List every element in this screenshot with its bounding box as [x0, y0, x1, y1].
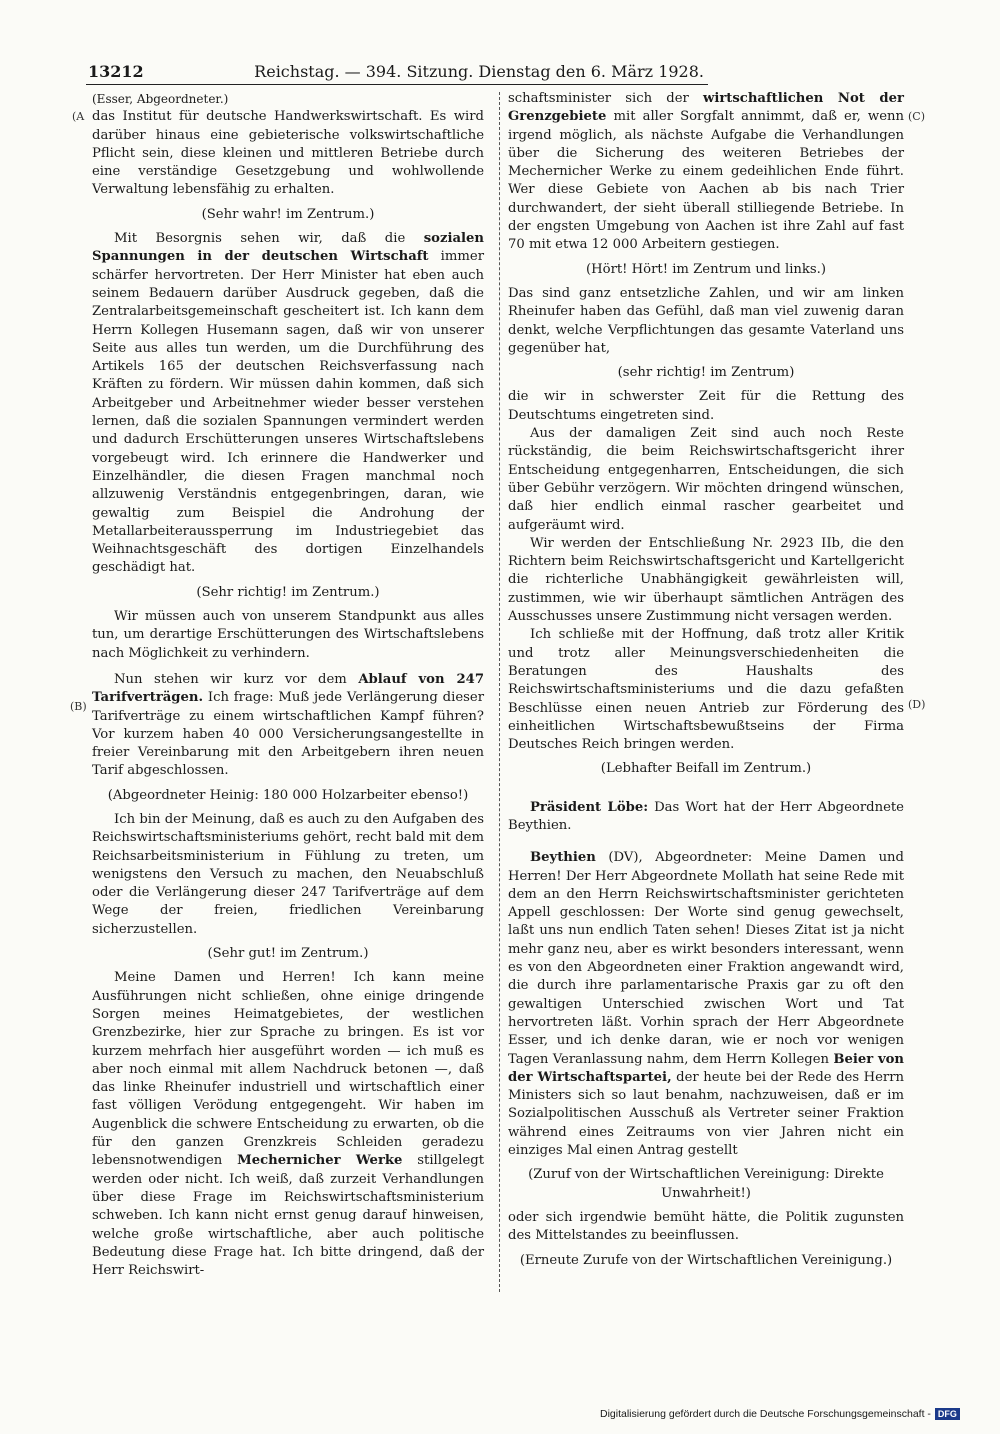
margin-marker-d: (D)	[908, 698, 926, 711]
header-rule	[86, 84, 708, 85]
emphasis: Beier von der Wirtschaftspartei,	[508, 1051, 904, 1085]
column-divider	[499, 92, 500, 1292]
paragraph: Aus der damaligen Zeit sind auch noch Reste rückständig, die beim Reichswirtschaftsgericht ihrer Entscheidung entgegenharren, Entscheidungen, die sich über Gebühr verzögern. Wir möchten dringend wünschen, daß hier endlich einmal rascher gearbeitet und aufgeräumt wird.	[508, 426, 904, 533]
running-title: Reichstag. — 394. Sitzung. Dienstag den 6. März 1928.	[254, 62, 704, 81]
paragraph: Nun stehen wir kurz vor dem Ablauf von 247 Tarifverträgen. Ich frage: Muß jede Verlängerung dieser Tarifverträge zu einem wirtschaftlichen Kampf führen? Vor kurzem haben 40 000 Versicherungsangestellte in freier Vereinbarung mit den Arbeitgebern ihren neuen Tarif abgeschlossen.	[92, 671, 484, 779]
margin-marker-c: (C)	[908, 110, 925, 123]
speaker-tag: (Esser, Abgeordneter.)	[92, 92, 229, 106]
left-column	[92, 90, 484, 1280]
paragraph: oder sich irgendwie bemüht hätte, die Politik zugunsten des Mittelstandes zu beeinflussen.	[508, 1209, 904, 1244]
emphasis: sozialen Spannungen in der deutschen Wirtschaft	[92, 231, 484, 265]
interjection: (Sehr gut! im Zentrum.)	[207, 946, 369, 962]
speaker-name: Beythien	[530, 850, 596, 866]
paragraph: die wir in schwerster Zeit für die Rettung des Deutschtums eingetreten sind.	[508, 389, 904, 423]
paragraph: Wir werden der Entschließung Nr. 2923 IIb, die den Richtern beim Reichswirtschaftsgericht und Kartellgericht die richterliche Unabhängigkeit gewährleisten will, zustimmen, wie wir überhaupt sämtlichen Anträgen des Ausschusses unsere Zustimmung nicht versagen werden.	[508, 535, 904, 625]
interjection: (Sehr richtig! im Zentrum.)	[196, 584, 380, 600]
paragraph: das Institut für deutsche Handwerkswirtschaft. Es wird darüber hinaus eine gebieterische volkswirtschaftliche Pflicht sein, diese kleinen und mittleren Betriebe durch eine verständige Gesetzgebung und wohlwollende Verwaltung lebensfähig zu erhalten.	[92, 109, 484, 198]
interjection: (Hört! Hört! im Zentrum und links.)	[585, 261, 827, 277]
margin-marker-a: (A	[72, 110, 85, 123]
paragraph: Ich schließe mit der Hoffnung, daß trotz aller Kritik und trotz aller Meinungsverschiedenheiten die Beratungen des Haushalts des Reichswirtschaftsministeriums und die dazu gefaßten Beschlüsse einen neuen Antrieb zur Förderung des einheitlichen Wirtschaftsbewußtseins der Firma Deutsches Reich bringen werden.	[508, 627, 904, 753]
dfg-logo: DFG	[935, 1408, 960, 1420]
paragraph: Mit Besorgnis sehen wir, daß die sozialen Spannungen in der deutschen Wirtschaft immer schärfer hervortreten. Der Herr Minister hat eben auch seinem Bedauern darüber Ausdruck gegeben, daß die Zentralarbeitsgemeinschaft gescheitert ist. Ich kann dem Herrn Kollegen Husemann sagen, daß wir von unserer Seite aus alles tun werden, um die Durchführung des Artikels 165 der deutschen Reichsverfassung nach Kräften zu fördern. Wir müssen dahin kommen, daß sich Arbeitgeber und Arbeitnehmer wieder besser verstehen lernen, daß die sozialen Spannungen vermindert werden und dadurch Erschütterungen unseres Wirtschaftslebens vorgebeugt wird. Ich erinnere die Handwerker und Einzelhändler, die diesen Fragen manchmal noch allzuwenig Verständnis entgegenbringen, daran, wie gewaltig zum Beispiel die Androhung der Metallarbeiteraussperrung im Industriegebiet das Weihnachtsgeschäft des dortigen Einzelhandels geschädigt hat.	[92, 231, 485, 576]
emphasis: Ablauf von 247 Tarifverträgen.	[92, 671, 484, 706]
interjection: (Erneute Zurufe von der Wirtschaftlichen Vereinigung.)	[519, 1252, 893, 1268]
speaker-name: Präsident Löbe:	[530, 799, 649, 815]
paragraph: Das sind ganz entsetzliche Zahlen, und wir am linken Rheinufer haben das Gefühl, daß man viel zuwenig daran denkt, welche Verpflichtungen das gesamte Vaterland uns gegenüber hat,	[508, 285, 904, 356]
interjection: (Sehr wahr! im Zentrum.)	[201, 206, 375, 222]
paragraph: Wir müssen auch von unserem Standpunkt aus alles tun, um derartige Erschütterungen des Wirtschaftslebens nach Möglichkeit zu verhindern.	[92, 609, 484, 661]
page-number: 13212	[88, 62, 144, 81]
footer-text: Digitalisierung gefördert durch die Deutsche Forschungsgemeinschaft -	[600, 1408, 931, 1420]
paragraph: schaftsminister sich der wirtschaftlichen Not der Grenzgebiete mit aller Sorgfalt annimmt, daß er, wenn irgend möglich, als nächste Aufgabe die Verhandlungen über die Sicherung des weiteren Betriebes der Mechernicher Werke zu einem gedeihlichen Ende führt. Wer diese Gebiete von Aachen ab bis nach Trier durchwandert, der sieht überall stilliegende Betriebe. In der engsten Umgebung von Aachen ist ihre Zahl auf fast 70 mit etwa 12 000 Arbeitern gestiegen.	[508, 91, 904, 253]
running-header	[88, 62, 704, 81]
interjection: (sehr richtig! im Zentrum)	[617, 365, 795, 381]
paragraph: Ich bin der Meinung, daß es auch zu den Aufgaben des Reichswirtschaftsministeriums gehört, recht bald mit dem Reichsarbeitsministerium in Fühlung zu treten, um wenigstens den Versuch zu machen, den Neuabschluß oder die Verlängerung dieser 247 Tarifverträge auf dem Wege der freien, friedlichen Vereinbarung sicherzustellen.	[92, 811, 484, 937]
emphasis: wirtschaftlichen Not der Grenzgebiete	[508, 91, 904, 125]
paragraph: Präsident Löbe: Das Wort hat der Herr Abgeordnete Beythien.	[508, 799, 904, 833]
paragraph: Meine Damen und Herren! Ich kann meine Ausführungen nicht schließen, ohne einige dringende Sorgen meines Heimatgebietes, der westlichen Grenzbezirke, hier zur Sprache zu bringen. Es ist vor kurzem mehrfach hier ausgeführt worden — ich muß es aber noch einmal mit allem Nachdruck betonen —, daß das linke Rheinufer industriell und wirtschaftlich einer fast völligen Verödung entgegengeht. Wir haben im Augenblick die schwere Entscheidung zu erwarten, ob die für den ganzen Grenzkreis Schleiden geradezu lebensnotwendigen Mechernicher Werke stillgelegt werden oder nicht. Ich weiß, daß zurzeit Verhandlungen über diese Frage im Reichswirtschaftsministerium schweben. Ich kann nicht ernst genug darauf hinweisen, welche große wirtschaftliche, aber auch politische Bedeutung diese Frage hat. Ich bitte dringend, daß der Herr Reichswirt-	[92, 970, 484, 1279]
right-column	[508, 90, 904, 1276]
margin-marker-b: (B)	[70, 700, 87, 713]
emphasis: Mechernicher Werke	[237, 1153, 403, 1169]
interjection: (Abgeordneter Heinig: 180 000 Holzarbeiter ebenso!)	[107, 787, 469, 803]
footer	[600, 1408, 960, 1420]
interjection: (Zuruf von der Wirtschaftlichen Vereinigung: Direkte Unwahrheit!)	[528, 1167, 884, 1201]
interjection: (Lebhafter Beifall im Zentrum.)	[600, 761, 812, 777]
paragraph: Beythien (DV), Abgeordneter: Meine Damen und Herren! Der Herr Abgeordnete Mollath hat seine Rede mit dem an den Herrn Reichswirtschaftsminister gerichteten Appell geschlossen: Der Worte sind genug gewechselt, laßt uns nun endlich Taten sehen! Dieses Zitat ist ja nicht mehr ganz neu, aber es wirkt besonders interessant, wenn es von den Abgeordneten einer Fraktion angewandt wird, die durch ihre parlamentarische Praxis gar zu oft den gewaltigen Unterschied zwischen Wort und Tat hervortreten läßt. Vorhin sprach der Herr Abgeordnete Esser, und ich denke daran, wie er noch vor wenigen Tagen Veranlassung nahm, dem Herrn Kollegen Beier von der Wirtschaftspartei, der heute bei der Rede des Herrn Ministers sich so laut benahm, nachzuweisen, daß er im Sozialpolitischen Ausschuß als Vertreter seiner Fraktion während eines Zeitraums von vier Jahren nicht ein einziges Mal einen Antrag gestellt	[508, 850, 904, 1159]
